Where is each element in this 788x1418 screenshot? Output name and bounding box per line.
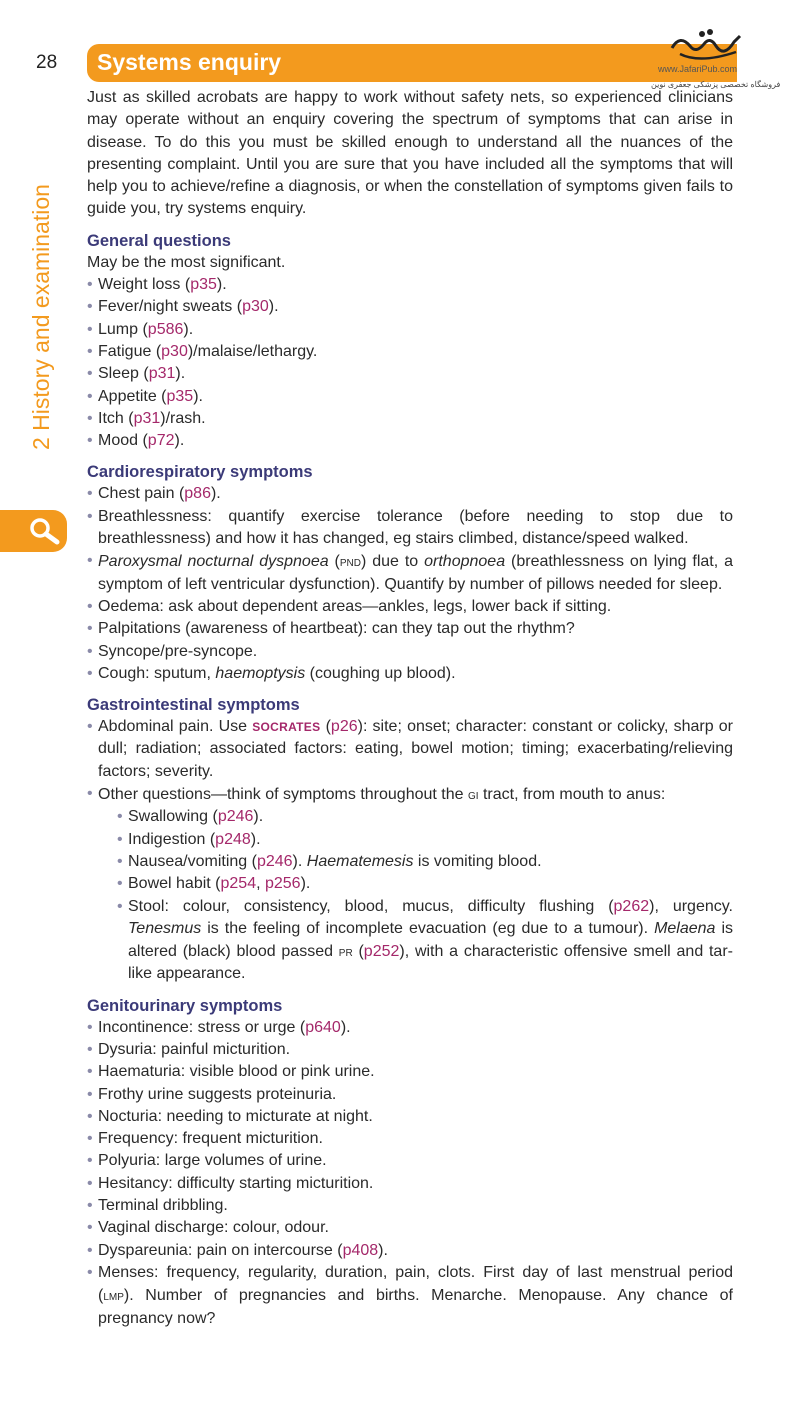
- page-ref: p31: [148, 365, 176, 383]
- list-item: • Lump (p586).: [87, 319, 733, 341]
- page-title: Systems enquiry: [97, 49, 282, 75]
- term: Melaena: [654, 919, 716, 937]
- page-ref: p254: [220, 875, 257, 893]
- chapter-side-title: 2 History and examination: [28, 184, 54, 450]
- cardio-list: [87, 483, 733, 685]
- abbreviation: pr: [338, 943, 353, 960]
- page-ref: p408: [342, 1241, 379, 1259]
- list-item: • Indigestion (p248).: [117, 829, 733, 851]
- page-ref: p35: [190, 276, 217, 294]
- list-item: • Nocturia: needing to micturate at night.: [87, 1106, 733, 1128]
- list-item: • Haematuria: visible blood or pink urine.: [87, 1061, 733, 1083]
- list-item: • Chest pain (p86).: [87, 483, 733, 505]
- list-item: • Hesitancy: difficulty starting micturition.: [87, 1173, 733, 1195]
- gi-list: [87, 716, 733, 806]
- list-item: • Fatigue (p30)/malaise/lethargy.: [87, 341, 733, 363]
- page-ref: p31: [133, 409, 161, 427]
- list-item: • Frequency: frequent micturition.: [87, 1128, 733, 1150]
- list-item: • Cough: sputum, haemoptysis (coughing up blood).: [87, 663, 733, 685]
- publisher-name: فروشگاه تخصصی پزشکی جعفری نوین: [651, 80, 781, 89]
- intro-paragraph: Just as skilled acrobats are happy to work without safety nets, so experienced clinicians may operate without an enquiry covering the spectrum of symptoms that can arise in disease. To do this you must be skilled enough to understand all the nuances of the presenting complaint. Until you are sure that you have included all the symptoms that will help you to achieve/refine a diagnosis, or when the constellation of symptoms given fails to guide you, try systems enquiry.: [87, 89, 733, 218]
- magnifier-icon: [28, 516, 62, 546]
- list-item: • Vaginal discharge: colour, odour.: [87, 1217, 733, 1239]
- general-list: [87, 274, 733, 452]
- list-item: • Dyspareunia: pain on intercourse (p408).: [87, 1240, 733, 1262]
- page-ref: p72: [147, 432, 175, 450]
- page-ref: p586: [147, 320, 184, 338]
- page-number: 28: [36, 52, 58, 73]
- general-intro: May be the most significant.: [87, 253, 286, 271]
- list-item: • Dysuria: painful micturition.: [87, 1039, 733, 1061]
- list-item: • Sleep (p31).: [87, 363, 733, 385]
- list-item: • Bowel habit (p254, p256).: [117, 873, 733, 895]
- page-ref: p640: [305, 1018, 341, 1036]
- list-item: • Weight loss (p35).: [87, 274, 733, 296]
- list-item: • Itch (p31)/rash.: [87, 408, 733, 430]
- page-ref: p246: [256, 852, 293, 870]
- term: Tenesmus: [128, 919, 202, 937]
- page-ref: p30: [161, 342, 188, 360]
- page-ref: p86: [184, 485, 211, 503]
- abbreviation: lmp: [103, 1287, 124, 1304]
- list-item: • Polyuria: large volumes of urine.: [87, 1150, 733, 1172]
- page-ref: p248: [215, 830, 251, 848]
- term: haemoptysis: [215, 664, 306, 682]
- list-item: • Other questions—think of symptoms throughout the gi tract, from mouth to anus:: [87, 783, 733, 806]
- list-item: • Oedema: ask about dependent areas—ankles, legs, lower back if sitting.: [87, 596, 733, 618]
- list-item: • Appetite (p35).: [87, 386, 733, 408]
- term: Haematemesis: [306, 852, 414, 870]
- acronym: SOCRATES: [252, 720, 321, 735]
- list-item: • Nausea/vomiting (p246). Haematemesis is vomiting blood.: [117, 851, 733, 873]
- heading-cardiorespiratory: Cardiorespiratory symptoms: [87, 463, 313, 482]
- page-ref: p262: [613, 897, 650, 915]
- search-tab: [0, 510, 67, 552]
- page-ref: p30: [242, 298, 269, 316]
- list-item: • Paroxysmal nocturnal dyspnoea (pnd) due to orthopnoea (breathlessness on lying flat, a symptom of left ventricular dysfunction). Quantify by number of pillows needed for sleep.: [87, 550, 733, 596]
- gu-list: [87, 1017, 733, 1330]
- list-item: • Swallowing (p246).: [117, 806, 733, 828]
- abbreviation: gi: [467, 786, 479, 803]
- heading-general: General questions: [87, 231, 231, 250]
- list-item: • Breathlessness: quantify exercise tolerance (before needing to stop due to breathlessness) and how it has changed, eg stairs climbed, distance/speed walked.: [87, 506, 733, 551]
- page-ref: p256: [264, 875, 301, 893]
- list-item: • Terminal dribbling.: [87, 1195, 733, 1217]
- list-item: • Menses: frequency, regularity, duration, pain, clots. First day of last menstrual period (lmp). Number of pregnancies and births. Menarche. Menopause. Any chance of pregnancy now?: [87, 1262, 733, 1330]
- list-item: • Frothy urine suggests proteinuria.: [87, 1084, 733, 1106]
- list-item: • Incontinence: stress or urge (p640).: [87, 1017, 733, 1039]
- list-item: • Syncope/pre-syncope.: [87, 641, 733, 663]
- heading-gastrointestinal: Gastrointestinal symptoms: [87, 696, 300, 715]
- abbreviation: pnd: [339, 553, 361, 570]
- main-content: [87, 87, 733, 1330]
- publisher-url: www.JafariPub.com: [658, 64, 738, 74]
- page-ref: p246: [217, 808, 254, 826]
- gi-sublist: [117, 806, 733, 985]
- term: Paroxysmal nocturnal dyspnoea: [98, 553, 329, 571]
- heading-genitourinary: Genitourinary symptoms: [87, 996, 283, 1015]
- list-item: • Stool: colour, consistency, blood, mucus, difficulty flushing (p262), urgency. Tenesmus is the feeling of incomplete evacuation (eg due to a tumour). Melaena is altered (black) blood passed pr (p252), with a characteristic offensive smell and tar-like appearance.: [117, 896, 733, 986]
- title-bar: [87, 44, 737, 82]
- term: orthopnoea: [424, 553, 506, 571]
- page-ref: p26: [330, 718, 358, 736]
- list-item: • Palpitations (awareness of heartbeat): can they tap out the rhythm?: [87, 618, 733, 640]
- page-ref: p252: [363, 943, 400, 961]
- page-ref: p35: [166, 387, 194, 405]
- list-item: • Abdominal pain. Use SOCRATES (p26): site; onset; character: constant or colicky, sharp or dull; radiation; associated factors: eating, bowel motion; timing; exacerbating/relieving factors; severity.: [87, 716, 733, 783]
- list-item: • Fever/night sweats (p30).: [87, 296, 733, 318]
- list-item: • Mood (p72).: [87, 430, 733, 452]
